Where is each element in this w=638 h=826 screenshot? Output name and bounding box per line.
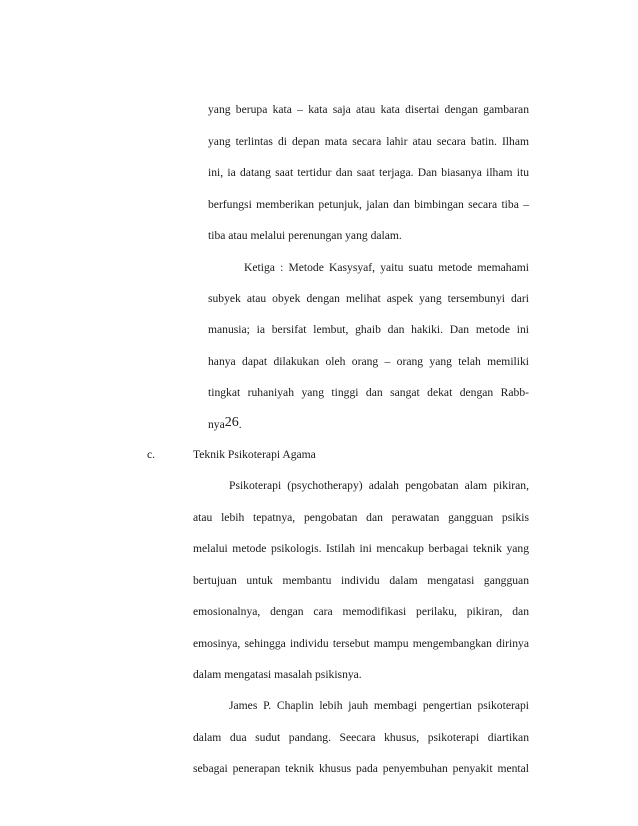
paragraph-line: ini, ia datang saat tertidur dan saat terjaga. Dan biasanya ilham itu (208, 166, 529, 179)
paragraph-line: Psikoterapi (psychotherapy) adalah pengobatan alam pikiran, (229, 479, 529, 492)
paragraph-line: melalui metode psikologis. Istilah ini mencakup berbagai teknik yang (193, 542, 529, 555)
paragraph-line: Ketiga : Metode Kasysyaf, yaitu suatu metode memahami (244, 261, 529, 274)
paragraph-line: emosionalnya, dengan cara memodifikasi perilaku, pikiran, dan (193, 605, 529, 618)
paragraph-line: James P. Chaplin lebih jauh membagi pengertian psikoterapi (229, 699, 529, 712)
paragraph-line: hanya dapat dilakukan oleh orang – orang yang telah memiliki (208, 355, 529, 368)
paragraph-line: berfungsi memberikan petunjuk, jalan dan bimbingan secara tiba – (208, 198, 529, 211)
paragraph-line: yang terlintas di depan mata secara lahir atau secara batin. Ilham (208, 135, 529, 148)
paragraph-line: subyek atau obyek dengan melihat aspek yang tersembunyi dari (208, 292, 529, 305)
paragraph-line: bertujuan untuk membantu individu dalam mengatasi gangguan (193, 574, 529, 587)
paragraph-line: atau lebih tepatnya, pengobatan dan perawatan gangguan psikis (193, 511, 529, 524)
paragraph-line: tiba atau melalui perenungan yang dalam. (208, 229, 402, 242)
paragraph-line: yang berupa kata – kata saja atau kata disertai dengan gambaran (208, 103, 529, 116)
last-line-end: . (238, 418, 242, 431)
footnote-reference[interactable]: 26 (224, 415, 239, 430)
paragraph-line: dalam dua sudut pandang. Seecara khusus, psikoterapi diartikan (193, 731, 529, 744)
section-marker: c. (147, 448, 156, 461)
paragraph-line: sebagai penerapan teknik khusus pada penyembuhan penyakit mental (193, 762, 529, 775)
paragraph-line-with-footnote (208, 416, 529, 432)
paragraph-line: manusia; ia bersifat lembut, ghaib dan hakiki. Dan metode ini (208, 323, 529, 336)
paragraph-line: tingkat ruhaniyah yang tinggi dan sangat dekat dengan Rabb- (208, 386, 529, 399)
last-line-text: nya (208, 418, 225, 431)
paragraph-line: emosinya, sehingga individu tersebut mampu mengembangkan dirinya (193, 637, 529, 650)
section-title: Teknik Psikoterapi Agama (193, 448, 316, 461)
paragraph-line: dalam mengatasi masalah psikisnya. (193, 668, 362, 681)
